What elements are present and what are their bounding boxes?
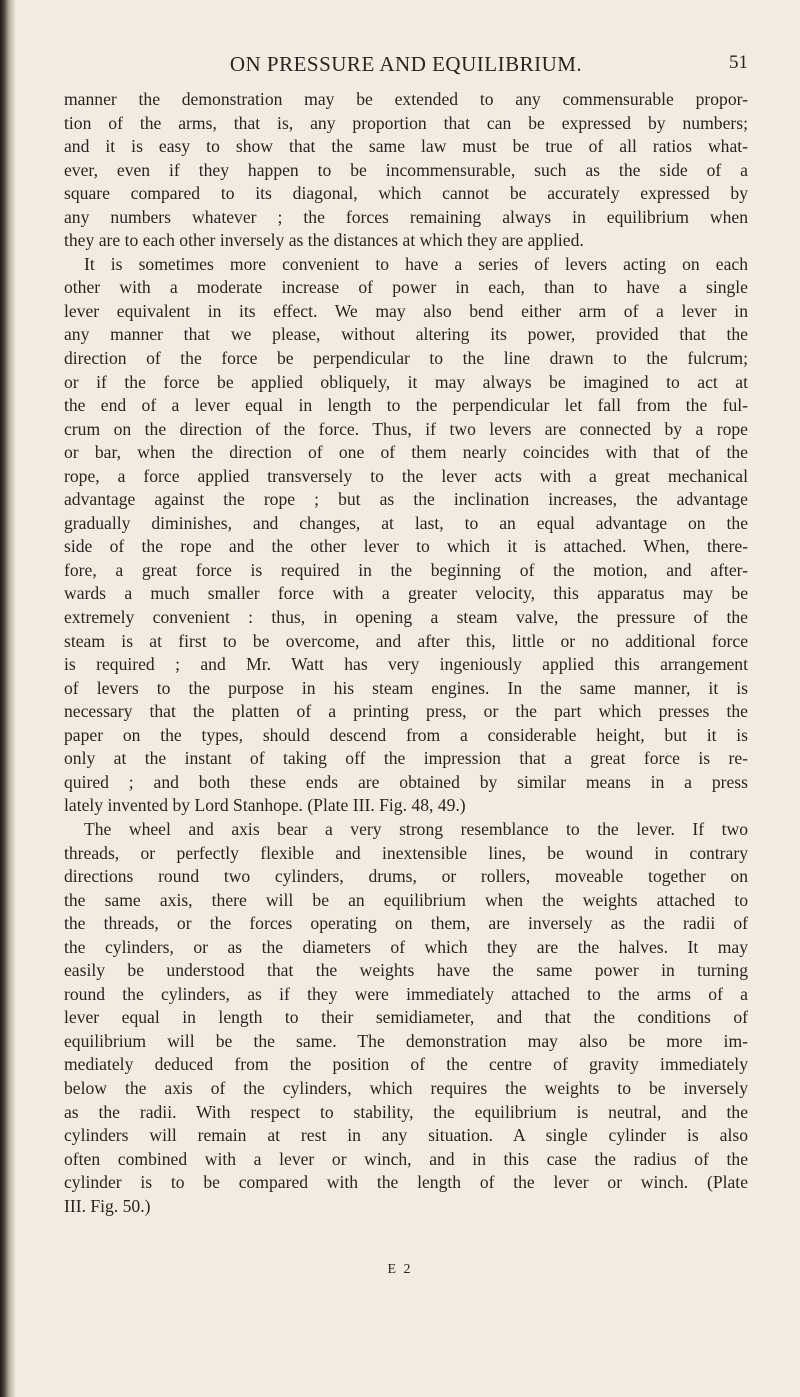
text-line: the same axis, there will be an equilibrium when the weights attached to — [64, 889, 748, 910]
text-line: the end of a lever equal in length to the perpendicular let fall from the ful- — [64, 395, 748, 416]
text-line: steam is at first to be overcome, and after this, little or no additional force — [64, 630, 748, 651]
text-line: directions round two cylinders, drums, or rollers, moveable together on — [64, 866, 748, 887]
text-line: It is sometimes more convenient to have a series of levers acting on each — [84, 253, 748, 274]
text-line: paper on the types, should descend from a considerable height, but it is — [64, 724, 748, 745]
text-line: direction of the force be perpendicular to the line drawn to the fulcrum; — [64, 348, 748, 369]
text-line: advantage against the rope ; but as the inclination increases, the advantage — [64, 489, 748, 510]
text-line: ever, even if they happen to be incommensurable, such as the side of a — [64, 159, 748, 180]
text-line: the cylinders, or as the diameters of which they are the halves. It may — [64, 936, 748, 957]
text-line: mediately deduced from the position of the centre of gravity immediately — [64, 1054, 748, 1075]
text-line: or if the force be applied obliquely, it may always be imagined to act at — [64, 371, 748, 392]
running-title: ON PRESSURE AND EQUILIBRIUM. — [229, 52, 583, 76]
text-line: gradually diminishes, and changes, at last, to an equal advantage on the — [64, 512, 748, 533]
text-line: only at the instant of taking off the impression that a great force is re- — [64, 748, 748, 769]
text-line: they are to each other inversely as the distances at which they are applied. — [64, 230, 584, 251]
text-line: lever equal in length to their semidiameter, and that the conditions of — [64, 1007, 748, 1028]
text-line: round the cylinders, as if they were immediately attached to the arms of a — [64, 983, 748, 1004]
text-line: cylinder is to be compared with the length of the lever or winch. (Plate — [64, 1172, 748, 1193]
text-line: lately invented by Lord Stanhope. (Plate III. Fig. 48, 49.) — [64, 795, 466, 816]
text-line: as the radii. With respect to stability, the equilibrium is neutral, and the — [64, 1101, 748, 1122]
text-line: is required ; and Mr. Watt has very ingeniously applied this arrangement — [64, 654, 748, 675]
binding-gutter-shadow — [0, 0, 16, 1397]
text-line: manner the demonstration may be extended to any commensurable propor- — [64, 89, 748, 109]
text-line: below the axis of the cylinders, which requires the weights to be inversely — [64, 1077, 748, 1098]
text-line: easily be understood that the weights have the same power in turning — [64, 960, 748, 981]
signature-mark: E 2 — [387, 1262, 413, 1277]
text-line: of levers to the purpose in his steam engines. In the same manner, it is — [64, 677, 748, 698]
text-line: III. Fig. 50.) — [64, 1195, 151, 1216]
text-line: lever equivalent in its effect. We may also bend either arm of a lever in — [64, 300, 748, 321]
text-line: extremely convenient : thus, in opening a steam valve, the pressure of the — [64, 607, 748, 628]
text-line: cylinders will remain at rest in any situation. A single cylinder is also — [64, 1125, 748, 1146]
text-line: any numbers whatever ; the forces remaining always in equilibrium when — [64, 206, 748, 227]
text-line: tion of the arms, that is, any proportion that can be expressed by numbers; — [64, 112, 748, 133]
text-line: other with a moderate increase of power in each, than to have a single — [64, 277, 748, 298]
text-line: wards a much smaller force with a greater velocity, this apparatus may be — [64, 583, 748, 604]
text-line: necessary that the platten of a printing press, or the part which presses the — [64, 701, 748, 722]
text-line: rope, a force applied transversely to the lever acts with a great mechanical — [64, 465, 748, 486]
page-number: 51 — [729, 52, 748, 73]
text-line: and it is easy to show that the same law must be true of all ratios what- — [64, 136, 748, 157]
text-line: any manner that we please, without altering its power, provided that the — [64, 324, 748, 345]
text-line: often combined with a lever or winch, and in this case the radius of the — [64, 1148, 748, 1169]
text-line: The wheel and axis bear a very strong resemblance to the lever. If two — [84, 818, 748, 839]
text-line: crum on the direction of the force. Thus, if two levers are connected by a rope — [64, 418, 748, 439]
text-line: fore, a great force is required in the beginning of the motion, and after- — [64, 559, 748, 580]
text-line: threads, or perfectly flexible and inextensible lines, be wound in contrary — [64, 842, 748, 863]
running-head — [64, 52, 748, 80]
text-line: equilibrium will be the same. The demonstration may also be more im- — [64, 1030, 748, 1051]
text-line: side of the rope and the other lever to which it is attached. When, there- — [64, 536, 748, 557]
text-line: quired ; and both these ends are obtained by similar means in a press — [64, 771, 748, 792]
body-text — [64, 88, 748, 1218]
text-line: square compared to its diagonal, which cannot be accurately expressed by — [64, 183, 748, 204]
text-line: or bar, when the direction of one of them nearly coincides with that of the — [64, 442, 748, 463]
text-line: the threads, or the forces operating on them, are inversely as the radii of — [64, 913, 748, 934]
